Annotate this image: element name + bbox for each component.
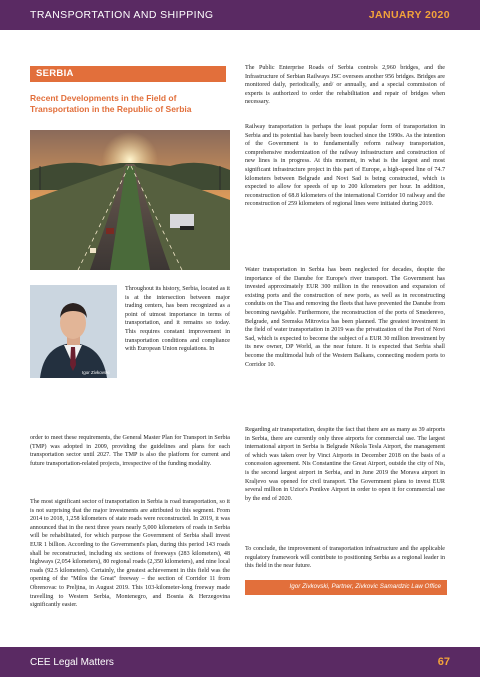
- highway-photo: [30, 130, 230, 270]
- page-footer: [0, 647, 480, 677]
- photo-caption: [30, 370, 117, 378]
- page-header: [0, 0, 480, 30]
- bridges-paragraph: The Public Enterprise Roads of Serbia controls 2,960 bridges, and the Infrastructure of Serbian Railways JSC oversees another 956 bridges. Bridges are monitored daily, periodically, and/ or annually, and a special commission of experts is authorized to order the rehabilitation and repair of bridges when necessary.: [245, 65, 445, 106]
- intro-paragraph: Throughout its history, Serbia, located as it is at the intersection between major trading centers, has been recognized as a point of utmost importance in terms of transportation, and it remains so today. This requires constant improvement in transportation conditions and compliance with European Union regulations. In: [125, 286, 230, 353]
- article-title: Recent Developments in the Field of Transportation in the Republic of Serbia: [30, 93, 192, 114]
- rail-paragraph: Railway transportation is perhaps the least popular form of transportation in Serbia and its potential has barely been touched since the 1990s. As the intention of the Government is to fundamentally reform railway transportation, comprehensive modernization of the railway infrastructure and construction of new lines is in progress. At this moment, in what is the largest and most significant infrastructure project in this part of Europe, a high-speed line of 74.7 kilometers between Belgrade and Novi Sad is being constructed, which is expected to allow for speeds of up to 200 kilometers per hour. In addition, reconstruction of 68.8 kilometers of the international Corridor 10 railway and the reconstruction of 259 kilometers of regional lines were initiated during 2019.: [245, 124, 445, 208]
- country-tag-label: SERBIA: [36, 68, 74, 79]
- publication-name: CEE Legal Matters: [30, 657, 114, 668]
- author-photo: [30, 285, 117, 378]
- issue-date: JANUARY 2020: [368, 9, 450, 21]
- photo-caption-text: Igor Zivkovski: [82, 370, 110, 375]
- author-signature: [245, 580, 447, 595]
- conclusion-paragraph: To conclude, the improvement of transportation infrastructure and the applicable regulatory framework will contribute to positioning Serbia as a regional leader in this field in the near future.: [245, 546, 445, 570]
- section-label: TRANSPORTATION AND SHIPPING: [30, 9, 214, 21]
- water-paragraph: Water transportation in Serbia has been neglected for decades, despite the importance of the Danube for Europe's river transport. The Government has invested approximately EUR 300 million in the renovation and expansion of existing ports and the construction of new ports, as well as in reconstructing conduits on the Tisa and removing the fleets that have prevented the Danube from becoming navigable. Furthermore, the reconstruction of the ports of Smederevo, Belgrade, and Sremska Mitrovica has been planned. The greatest investment in the field of water transportation in 2019 was the privatization of the Port of Novi Sad, which is expected to become the subject of a EUR 30 million investment by its new owner, DP World, as the near future. It is expected that Serbia shall become the multimodal hub of the Western Balkans, connecting modern ports to Corridor 10.: [245, 267, 445, 368]
- intro-paragraph-continued: order to meet these requirements, the General Master Plan for Transport in Serbia (TMP) was adopted in 2009, providing the guidelines and plans for each transportation sector until 2027. The TMP is also the platform for current and future transportation-related projects, irrespective of the funding modality.: [30, 435, 230, 467]
- page-number: 67: [437, 656, 450, 668]
- country-tag: [30, 66, 226, 82]
- air-paragraph: Regarding air transportation, despite the fact that there are as many as 39 airports in Serbia, there are currently only three airports for commercial use. The largest international airport in Serbia is Belgrade Nikola Tesla Airport, the management of which was taken over by Vinci Airports in December 2018 on the basis of a concession agreement. Nis Constantine the Great Airport, outside the city of Nis, is the second largest airport in Serbia, and in June 2019 the Morava airport in Kraljevo was opened for civil transport. The Government plans to invest EUR several million in Uzice's Ponikve Airport in order to open it for commercial use by the end of 2020.: [245, 427, 445, 502]
- author-signature-text: Igor Zivkovski, Partner, Zivkovic Samardzic Law Office: [289, 583, 441, 590]
- road-paragraph: The most significant sector of transportation in Serbia is road transportation, so it is not surprising that the major investments are attributed to this segment. From 2014 to 2018, 1,258 kilometers of state roads were reconstructed. In 2019, it was announced that in the next three years nearly 5,000 kilometers of roads in Serbia will be rehabilitated, for which purpose the Government of Serbia shall invest EUR 1 billion. According to the Government's plan, during this period 143 roads shall be reconstructed, including six sections of freeways (283 kilometers), 48 highways (2,054 kilometers), 80 regional roads (2,350 kilometers), and nine local roads (92.5 kilometers). Certainly, the greatest achievement in this field was the opening of the "Milos the Great" freeway – the section of Corridor 11 from Obrenovac to Preljina, in August 2019. This 103-kilometer-long freeway made travelling to Western Serbia, Montenegro, and Bosnia & Herzegovina significantly easier.: [30, 499, 230, 609]
